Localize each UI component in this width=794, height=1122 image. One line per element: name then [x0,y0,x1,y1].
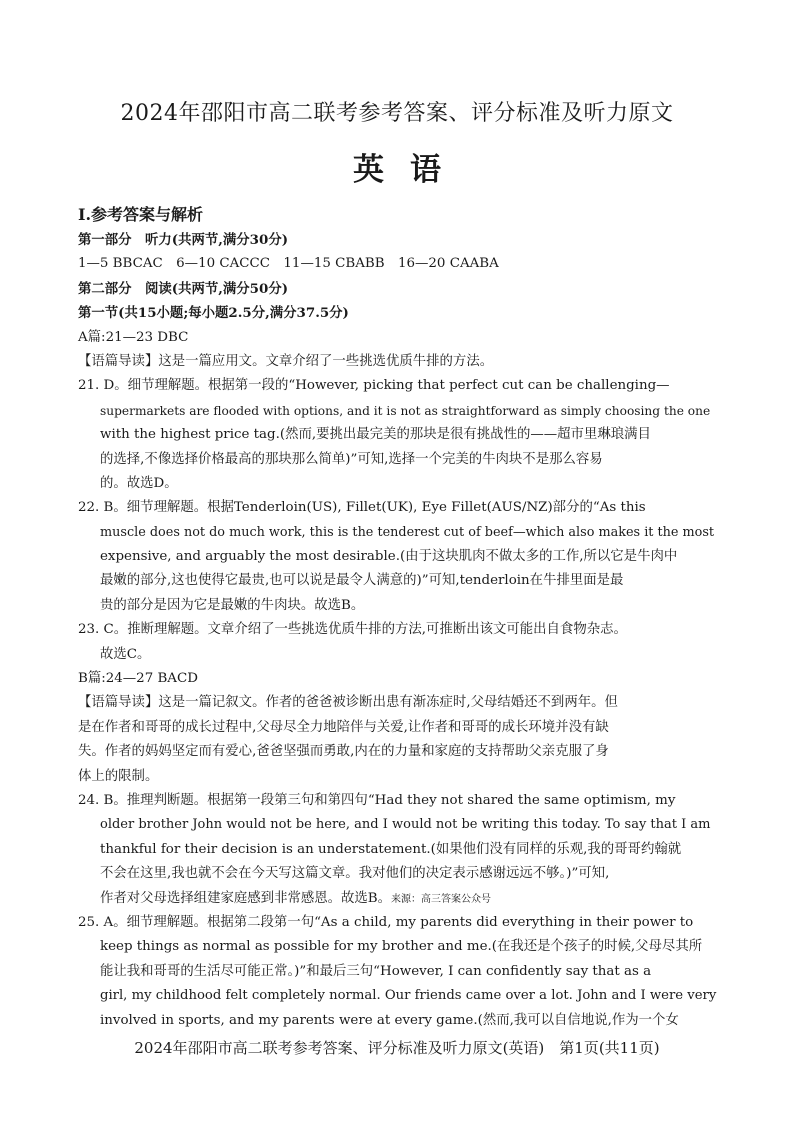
passage-b-guide: 是在作者和哥哥的成长过程中,父母尽全力地陪伴与关爱,让作者和哥哥的成长环境并没有缺 [78,719,609,735]
q21-line: supermarkets are flooded with options, and it is not as straightforward as simply choosing the one [100,403,711,418]
listening-answers: 1—5 BBCAC 6—10 CACCC 11—15 CBABB 16—20 CAABA [78,256,499,272]
section-heading: Ⅰ.参考答案与解析 [78,205,204,224]
q22-line: muscle does not do much work, this is the tenderest cut of beef—which also makes it the most [100,524,715,540]
q23-line: 23. C。推断理解题。文章介绍了一些挑选优质牛排的方法,可推断出该文可能出自食物杂志。 [78,622,627,638]
document-title: 2024年邵阳市高二联考参考答案、评分标准及听力原文 [120,101,674,126]
part-heading-listening: 第一部分 听力(共两节,满分30分) [78,232,289,248]
passage-b-guide: 失。作者的妈妈坚定而有爱心,爸爸坚强而勇敢,内在的力量和家庭的支持帮助父亲克服了身 [78,744,609,760]
q21-line: 21. D。细节理解题。根据第一段的“However, picking that perfect cut can be challenging— [78,378,670,394]
q25-line: girl, my childhood felt completely normal. Our friends came over a lot. John and I were very [100,988,717,1004]
source-note: 来源：高三答案公众号 [391,893,492,905]
q24-line: 不会在这里,我也就不会在今天写这篇文章。我对他们的决定表示感谢远远不够。)”可知, [100,866,610,882]
q25-line: 25. A。细节理解题。根据第二段第一句“As a child, my parents did everything in their power to [78,914,694,930]
passage-b-guide: 体上的限制。 [78,768,159,784]
passage-a-answers: A篇:21—23 DBC [78,329,189,345]
q22-line: 最嫩的部分,这也使得它最贵,也可以说是最令人满意的)”可知,tenderloin在牛排里面是最 [100,573,624,589]
q25-line: keep things as normal as possible for my brother and me.(在我还是个孩子的时候,父母尽其所 [100,939,703,955]
part-heading-reading: 第二部分 阅读(共两节,满分50分) [78,280,289,297]
q22-line: 贵的部分是因为它是最嫩的牛肉块。故选B。 [100,597,365,613]
q24-line [78,887,718,911]
q22-line: expensive, and arguably the most desirable.(由于这块肌肉不做太多的工作,所以它是牛肉中 [100,549,678,565]
q21-line: with the highest price tag.(然而,要挑出最完美的那块是很有挑战性的——超市里琳琅满目 [100,427,651,443]
subject-heading: 英语 [353,152,467,188]
q24-line: older brother John would not be here, and I would not be writing this today. To say that I am [100,817,711,833]
q23-line: 故选C。 [100,646,151,662]
q21-line: 的选择,不像选择价格最高的那块那么简单)”可知,选择一个完美的牛肉块不是那么容易 [100,451,603,467]
passage-b-answers: B篇:24—27 BACD [78,671,198,687]
q25-line: involved in sports, and my parents were at every game.(然而,我可以自信地说,作为一个女 [100,1012,679,1028]
subsection-heading: 第一节(共15小题;每小题2.5分,满分37.5分) [78,305,349,322]
q21-line: 的。故选D。 [100,475,178,491]
q22-line: 22. B。细节理解题。根据Tenderloin(US), Fillet(UK), Eye Fillet(AUS/NZ)部分的“As this [78,500,646,516]
q25-line: 能让我和哥哥的生活尽可能正常。)”和最后三句“However, I can confidently say that as a [100,963,652,979]
page-footer: 2024年邵阳市高二联考参考答案、评分标准及听力原文(英语) 第1页(共11页) [134,1039,660,1057]
q24-text: 作者对父母选择组建家庭感到非常感恩。故选B。 [100,890,392,906]
passage-a-guide: 【语篇导读】这是一篇应用文。文章介绍了一些挑选优质牛排的方法。 [78,353,494,369]
q24-line: 24. B。推理判断题。根据第一段第三句和第四句“Had they not shared the same optimism, my [78,792,676,808]
q24-line: thankful for their decision is an understatement.(如果他们没有同样的乐观,我的哥哥约翰就 [100,841,682,857]
document-body [78,201,718,1033]
passage-b-guide: 【语篇导读】这是一篇记叙文。作者的爸爸被诊断出患有渐冻症时,父母结婚还不到两年。但 [78,695,618,711]
